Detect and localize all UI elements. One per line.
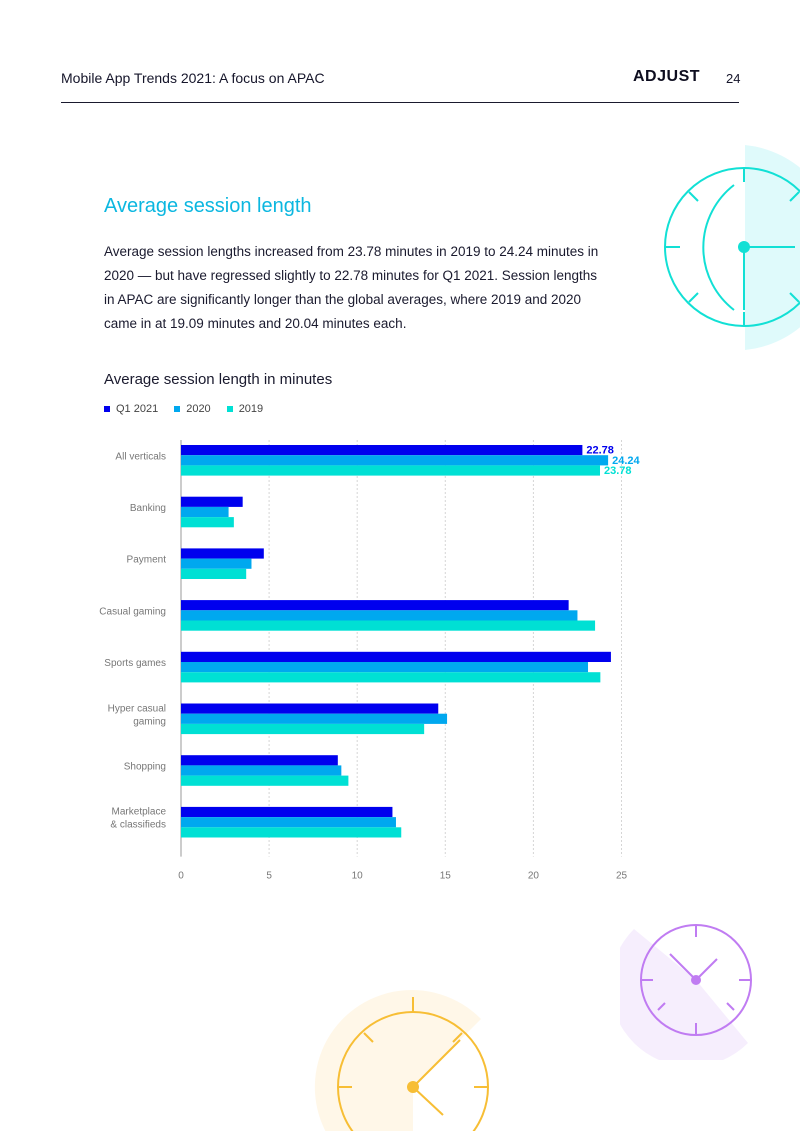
category-label: Hyper casual gaming — [107, 703, 166, 728]
bar — [181, 517, 234, 527]
bar — [181, 765, 341, 775]
legend-label-q1-2021: Q1 2021 — [116, 403, 159, 415]
x-tick-label: 10 — [351, 870, 363, 882]
bar — [181, 652, 611, 662]
chart-title: Average session length in minutes — [104, 371, 333, 388]
x-tick-label: 25 — [615, 870, 628, 882]
bar — [181, 704, 438, 714]
header-title: Mobile App Trends 2021: A focus on APAC — [61, 70, 325, 86]
bar — [181, 672, 600, 682]
category-label: Payment — [126, 554, 166, 566]
bar — [181, 445, 582, 455]
bar — [181, 497, 243, 507]
data-label: 24.24 — [612, 454, 640, 467]
adjust-logo: ADJUST — [633, 68, 701, 85]
bar — [181, 507, 229, 517]
x-tick-label: 0 — [178, 870, 184, 882]
bar — [181, 807, 392, 817]
data-label: 22.78 — [586, 444, 614, 457]
category-label: Marketplace & classifieds — [110, 806, 166, 831]
bar — [181, 621, 595, 631]
bar — [181, 776, 348, 786]
category-label: Casual gaming — [99, 606, 166, 618]
section-title: Average session length — [104, 195, 312, 217]
bar — [181, 548, 264, 558]
bar — [181, 610, 577, 620]
bar — [181, 724, 424, 734]
category-label: Shopping — [123, 761, 166, 773]
bar — [181, 714, 447, 724]
category-label: All verticals — [115, 451, 166, 463]
x-tick-label: 5 — [266, 870, 272, 882]
x-tick-label: 15 — [439, 870, 451, 882]
bar — [181, 827, 401, 837]
category-label: Banking — [129, 503, 166, 514]
x-tick-label: 20 — [527, 870, 539, 882]
bar — [181, 569, 246, 579]
page-number: 24 — [726, 71, 741, 86]
data-label: 23.78 — [604, 465, 632, 478]
legend-label-2019: 2019 — [238, 403, 264, 415]
bar — [181, 662, 588, 672]
body-paragraph: Average session lengths increased from 23.78 minutes in 2019 to 24.24 minutes in 2020 — but have regressed slightly to 22.78 minutes for Q1 2021. Session lengths in APAC are significantly longer than the global averages, where 2019 and 2020 came in at 19.09 minutes and 20.04 minutes each. — [104, 244, 599, 331]
bar — [181, 559, 251, 569]
bar — [181, 755, 338, 765]
bar — [181, 455, 608, 465]
legend-label-2020: 2020 — [186, 403, 211, 415]
category-label: Sports games — [104, 658, 166, 670]
bar — [181, 600, 569, 610]
bar — [181, 817, 396, 827]
bar — [181, 465, 600, 475]
